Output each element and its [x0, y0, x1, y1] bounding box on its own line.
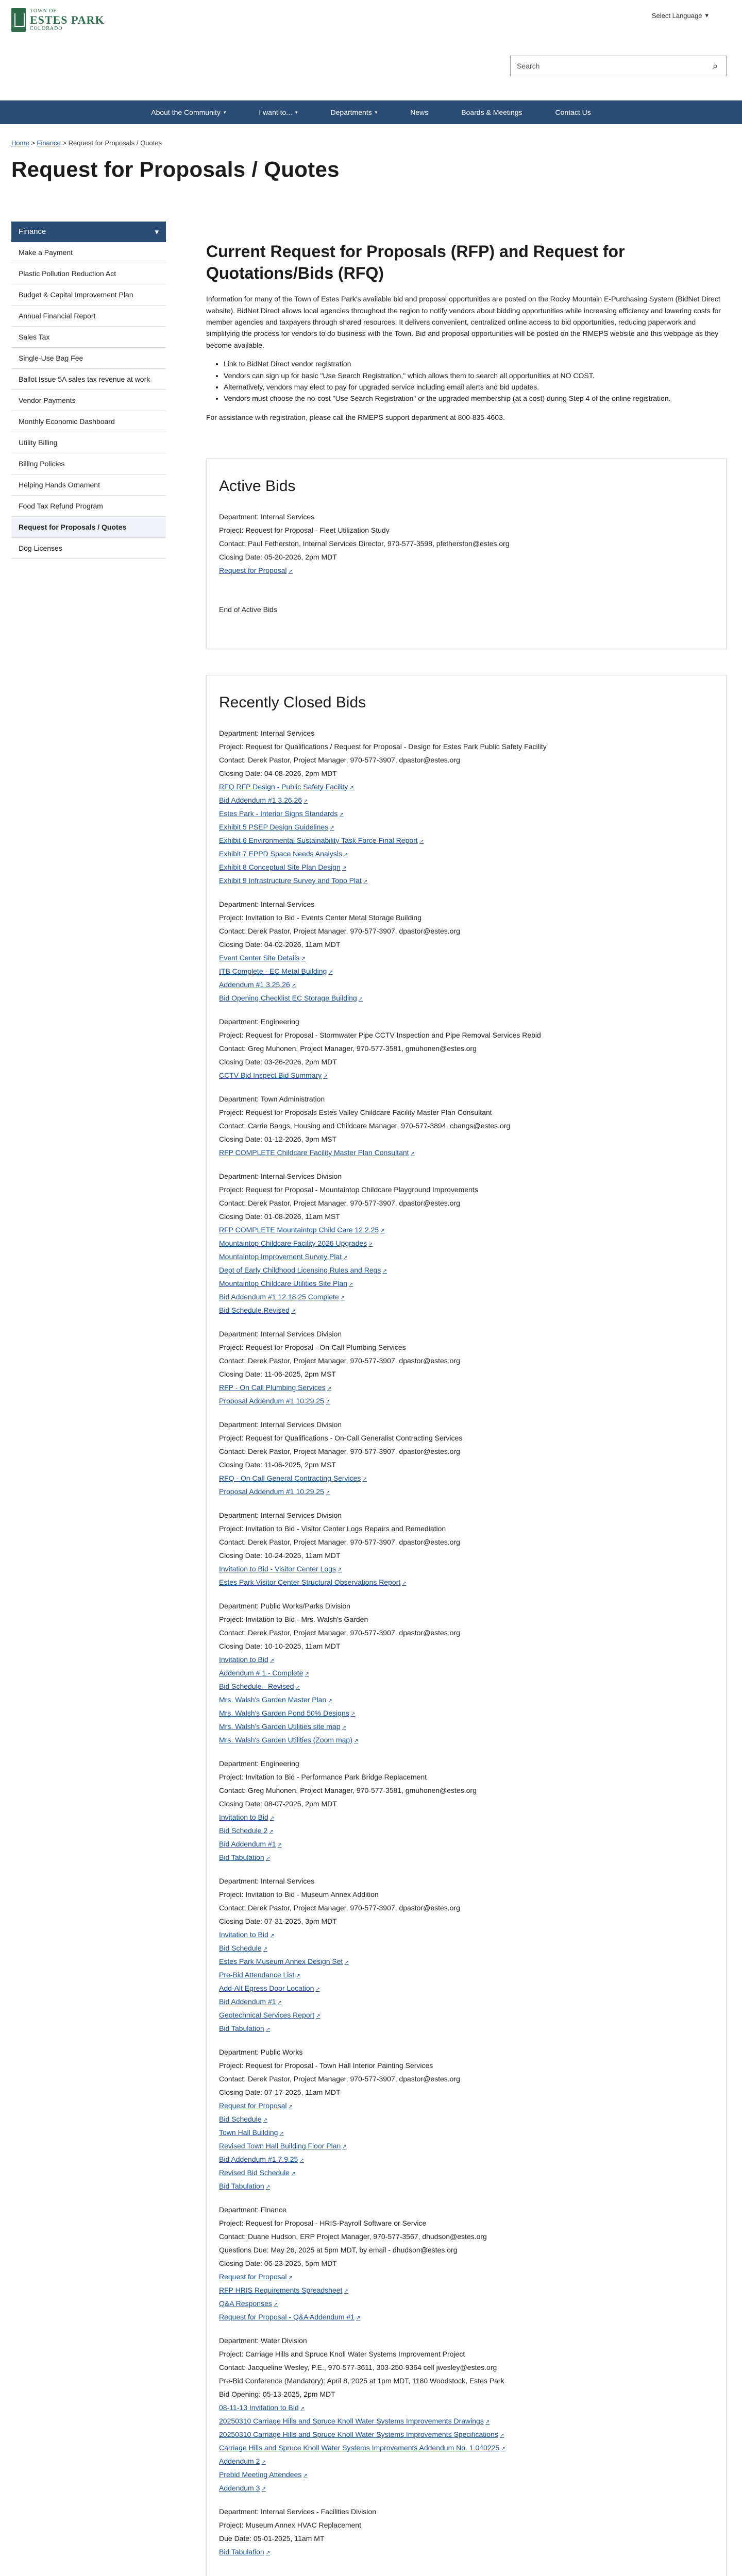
closed-bid-document-link[interactable]: RFP - On Call Plumbing Services ↗	[219, 1383, 332, 1392]
external-link-icon: ↗	[269, 1816, 275, 1821]
sidebar-item[interactable]: Billing Policies	[11, 453, 166, 474]
external-link-icon: ↗	[325, 1490, 330, 1496]
sidebar-item[interactable]: Single-Use Bag Fee	[11, 348, 166, 369]
external-link-icon: ↗	[339, 812, 344, 818]
breadcrumb-separator: >	[62, 139, 69, 147]
sidebar-item[interactable]: Request for Proposals / Quotes	[11, 517, 166, 538]
external-link-icon: ↗	[419, 839, 424, 844]
external-link-icon: ↗	[288, 2275, 293, 2281]
closed-bid-document-link[interactable]: Exhibit 5 PSEP Design Guidelines ↗	[219, 823, 334, 831]
closed-bid-document-link[interactable]: Bid Schedule - Revised ↗	[219, 1682, 300, 1690]
closed-bid-document-link[interactable]: Estes Park - Interior Signs Standards ↗	[219, 809, 344, 818]
closed-bid-document-link[interactable]: 08-11-13 Invitation to Bid ↗	[219, 2403, 305, 2412]
external-link-icon: ↗	[353, 1738, 359, 1744]
closed-bid-detail: Contact: Derek Pastor, Project Manager, 970-577-3907, dpastor@estes.org	[219, 1447, 460, 1455]
closed-bid-document-link[interactable]: Bid Tabulation ↗	[219, 2024, 271, 2032]
breadcrumb-finance[interactable]: Finance	[37, 139, 61, 147]
closed-bid-document-link[interactable]: Prebid Meeting Attendees ↗	[219, 2470, 308, 2479]
nav-item[interactable]	[242, 100, 314, 124]
active-bids-card	[206, 459, 727, 649]
closed-bid-document-link[interactable]: Mrs. Walsh's Garden Pond 50% Designs ↗	[219, 1709, 356, 1717]
external-link-icon: ↗	[261, 2486, 266, 2492]
closed-bid-document-link[interactable]: 20250310 Carriage Hills and Spruce Knoll Water Systems Improvements Specifications ↗	[219, 2430, 504, 2438]
closed-bid-detail: Project: Carriage Hills and Spruce Knoll Water Systems Improvement Project	[219, 2350, 465, 2358]
external-link-icon: ↗	[291, 983, 296, 989]
closed-bid-document-link[interactable]: Bid Opening Checklist EC Storage Building ↗	[219, 994, 363, 1002]
closed-bid-detail: Contact: Derek Pastor, Project Manager, 970-577-3907, dpastor@estes.org	[219, 1357, 460, 1365]
closed-bid-detail: Project: Request for Proposal - On-Call Plumbing Services	[219, 1343, 406, 1351]
top-header	[0, 0, 742, 82]
closed-bid-detail: Department: Engineering	[219, 1759, 299, 1768]
closed-bid-document-link[interactable]: ITB Complete - EC Metal Building ↗	[219, 967, 333, 975]
nav-item-label: About the Community	[151, 108, 221, 116]
registration-list	[224, 358, 727, 404]
closed-bid-document-link[interactable]: CCTV Bid Inspect Bid Summary ↗	[219, 1071, 328, 1079]
closed-bid-detail: Closing Date: 01-12-2026, 3pm MST	[219, 1135, 336, 1143]
closed-bid-detail: Closing Date: 03-26-2026, 2pm MDT	[219, 1058, 337, 1066]
external-link-icon: ↗	[296, 1973, 300, 1979]
external-link-icon: ↗	[265, 2550, 271, 2556]
closed-bid-detail: Project: Invitation to Bid - Visitor Center Logs Repairs and Remediation	[219, 1524, 446, 1533]
logo-emblem-icon	[11, 8, 26, 32]
external-link-icon: ↗	[499, 2433, 504, 2438]
external-link-icon: ↗	[316, 2013, 321, 2019]
external-link-icon: ↗	[337, 1567, 342, 1573]
external-link-icon: ↗	[295, 1685, 300, 1690]
closed-bid-document-link[interactable]: Mountaintop Childcare Facility 2026 Upgrades ↗	[219, 1239, 373, 1247]
external-link-icon: ↗	[265, 2027, 271, 2032]
closed-bid-document-link[interactable]: Request for Proposal ↗	[219, 2102, 293, 2110]
nav-item-label: Boards & Meetings	[461, 108, 522, 116]
closed-bid-detail: Due Date: 05-01-2025, 11am MT	[219, 2534, 325, 2543]
closed-bid-detail: Project: Request for Qualifications / Request for Proposal - Design for Estes Park Public Safety Facility	[219, 742, 547, 751]
nav-item[interactable]	[394, 100, 445, 124]
main-content	[206, 241, 727, 423]
closed-bid-document-link[interactable]: Add-Alt Egress Door Location ↗	[219, 1984, 320, 1992]
closed-bid-entry	[219, 2048, 714, 2190]
external-link-icon: ↗	[265, 1856, 271, 1861]
external-link-icon: ↗	[362, 1477, 367, 1482]
closed-bids-card	[206, 675, 727, 2576]
closed-bid-document-link[interactable]: Mrs. Walsh's Garden Utilities (Zoom map) ↗	[219, 1736, 359, 1744]
closed-bid-detail: Closing Date: 04-02-2026, 11am MDT	[219, 940, 341, 948]
external-link-icon: ↗	[350, 1711, 356, 1717]
nav-item[interactable]	[445, 100, 538, 124]
closed-bid-detail: Contact: Carrie Bangs, Housing and Childcare Manager, 970-577-3894, cbangs@estes.org	[219, 1122, 511, 1130]
closed-bid-detail: Contact: Greg Muhonen, Project Manager, 970-577-3581, gmuhonen@estes.org	[219, 1044, 477, 1053]
closed-bid-detail: Department: Internal Services	[219, 729, 315, 737]
closed-bid-detail: Contact: Duane Hudson, ERP Project Manager, 970-577-3567, dhudson@estes.org	[219, 2232, 487, 2241]
closed-bid-document-link[interactable]: Bid Schedule ↗	[219, 2115, 267, 2123]
closed-bid-entry	[219, 1602, 714, 1744]
main-nav	[0, 100, 742, 124]
closed-bid-document-link[interactable]: Dept of Early Childhood Licensing Rules and Regs ↗	[219, 1266, 387, 1274]
closed-bid-document-link[interactable]: Addendum #1 3.25.26 ↗	[219, 980, 296, 989]
closed-bid-detail: Department: Public Works/Parks Division	[219, 1602, 350, 1610]
closed-bid-document-link[interactable]: Revised Town Hall Building Floor Plan ↗	[219, 2142, 347, 2150]
closed-bid-document-link[interactable]: Bid Addendum #1 ↗	[219, 1840, 282, 1848]
external-link-icon: ↗	[349, 1282, 353, 1287]
closed-bid-document-link[interactable]: Request for Proposal ↗	[219, 2273, 293, 2281]
closed-bid-detail: Contact: Jacqueline Wesley, P.E., 970-577-3611, 303-250-9364 cell jwesley@estes.org	[219, 2363, 497, 2371]
closed-bid-document-link[interactable]: Invitation to Bid ↗	[219, 1930, 275, 1939]
closed-bid-entry	[219, 1877, 714, 2032]
external-link-icon: ↗	[315, 1987, 320, 1992]
sidebar-item[interactable]: Dog Licenses	[11, 538, 166, 559]
active-end-note: End of Active Bids	[219, 605, 277, 614]
external-link-icon: ↗	[327, 1386, 332, 1392]
closed-bid-document-link[interactable]: Mrs. Walsh's Garden Master Plan ↗	[219, 1696, 332, 1704]
closed-bid-document-link[interactable]: 20250310 Carriage Hills and Spruce Knoll Water Systems Improvements Drawings ↗	[219, 2417, 490, 2425]
chevron-down-icon: ▾	[375, 109, 378, 115]
closed-bids-heading: Recently Closed Bids	[219, 694, 366, 711]
closed-bid-detail: Closing Date: 10-24-2025, 11am MDT	[219, 1551, 341, 1560]
external-link-icon: ↗	[288, 569, 293, 574]
closed-bid-detail: Closing Date: 01-08-2026, 11am MST	[219, 1212, 340, 1221]
closed-bid-entry	[219, 900, 714, 1002]
sidebar	[11, 222, 166, 559]
external-link-icon: ↗	[305, 1671, 309, 1677]
external-link-icon: ↗	[301, 956, 306, 962]
external-link-icon: ↗	[269, 1933, 275, 1939]
external-link-icon: ↗	[358, 996, 363, 1002]
external-link-icon: ↗	[269, 1829, 274, 1835]
closed-bid-document-link[interactable]: Q&A Responses ↗	[219, 2299, 278, 2308]
closed-bid-document-link[interactable]: Carriage Hills and Spruce Knoll Water Systems Improvements Addendum No. 1 040225 ↗	[219, 2444, 505, 2452]
external-link-icon: ↗	[356, 2315, 361, 2321]
logo-line-1: TOWN OF	[30, 8, 57, 14]
closed-bid-entry	[219, 1511, 714, 1586]
closed-bid-document-link[interactable]: Exhibit 6 Environmental Sustainability Task Force Final Report ↗	[219, 836, 424, 844]
closed-bid-document-link[interactable]: Estes Park Museum Annex Design Set ↗	[219, 1957, 349, 1965]
closed-bid-document-link[interactable]: RFP COMPLETE Mountaintop Child Care 12.2.25 ↗	[219, 1226, 385, 1234]
search-input[interactable]: Search	[517, 62, 540, 70]
closed-bid-document-link[interactable]: Bid Addendum #1 7.9.25 ↗	[219, 2155, 304, 2163]
sidebar-item[interactable]: Sales Tax	[11, 327, 166, 348]
chevron-down-icon: ▾	[705, 11, 709, 19]
closed-bid-document-link[interactable]: Invitation to Bid ↗	[219, 1655, 275, 1664]
closed-bid-document-link[interactable]: Estes Park Visitor Center Structural Observations Report ↗	[219, 1578, 407, 1586]
closed-bid-document-link[interactable]: Invitation to Bid ↗	[219, 1813, 275, 1821]
external-link-icon: ↗	[368, 1242, 373, 1247]
external-link-icon: ↗	[328, 970, 333, 975]
sidebar-item[interactable]: Make a Payment	[11, 242, 166, 263]
external-link-icon: ↗	[303, 799, 308, 804]
closed-bid-detail: Closing Date: 08-07-2025, 2pm MDT	[219, 1800, 337, 1808]
closed-bid-detail: Closing Date: 10-10-2025, 11am MDT	[219, 1642, 341, 1650]
closed-bid-detail: Department: Internal Services	[219, 1877, 315, 1885]
closed-bid-detail: Closing Date: 11-06-2025, 2pm MST	[219, 1461, 336, 1469]
sidebar-header[interactable]	[11, 222, 166, 242]
closed-bid-document-link[interactable]: Invitation to Bid - Visitor Center Logs ↗	[219, 1565, 342, 1573]
closed-bid-detail: Project: Invitation to Bid - Performance Park Bridge Replacement	[219, 1773, 427, 1781]
closed-bid-entry	[219, 1018, 714, 1079]
closed-bid-entry	[219, 2336, 714, 2492]
closed-bid-detail: Contact: Derek Pastor, Project Manager, 970-577-3907, dpastor@estes.org	[219, 1629, 460, 1637]
external-link-icon: ↗	[485, 2419, 490, 2425]
closed-bid-document-link[interactable]: Bid Tabulation ↗	[219, 2182, 271, 2190]
active-project: Project: Request for Proposal - Fleet Utilization Study	[219, 526, 390, 534]
closed-bid-detail: Department: Internal Services - Facilities Division	[219, 2507, 376, 2516]
section-heading: Current Request for Proposals (RFP) and Request for Quotations/Bids (RFQ)	[206, 242, 625, 282]
external-link-icon: ↗	[291, 2171, 296, 2177]
closed-bid-detail: Contact: Derek Pastor, Project Manager, 970-577-3907, dpastor@estes.org	[219, 1904, 460, 1912]
sidebar-header-label: Finance	[19, 227, 46, 236]
language-label: Select Language	[651, 11, 702, 20]
closed-bid-document-link[interactable]: RFQ RFP Design - Public Safety Facility ↗	[219, 783, 354, 791]
chevron-down-icon: ▾	[155, 228, 159, 236]
active-department: Department: Internal Services	[219, 513, 315, 521]
sidebar-item[interactable]: Utility Billing	[11, 432, 166, 453]
external-link-icon: ↗	[343, 852, 348, 858]
closed-bid-document-link[interactable]: Mountaintop Improvement Survey Plat ↗	[219, 1252, 348, 1261]
closed-bid-detail: Closing Date: 11-06-2025, 2pm MST	[219, 1370, 336, 1378]
closed-bid-detail: Department: Water Division	[219, 2336, 307, 2345]
external-link-icon: ↗	[288, 2104, 293, 2110]
external-link-icon: ↗	[277, 2000, 282, 2006]
sidebar-item[interactable]: Plastic Pollution Reduction Act	[11, 263, 166, 284]
external-link-icon: ↗	[328, 1698, 332, 1704]
closed-bid-document-link[interactable]: RFQ - On Call General Contracting Services ↗	[219, 1474, 367, 1482]
closed-bid-document-link[interactable]: Exhibit 7 EPPD Space Needs Analysis ↗	[219, 850, 348, 858]
closed-bid-detail: Project: Museum Annex HVAC Replacement	[219, 2521, 361, 2529]
nav-item[interactable]	[314, 100, 394, 124]
closed-bid-detail: Department: Internal Services Division	[219, 1420, 342, 1429]
active-closing: Closing Date: 05-20-2026, 2pm MDT	[219, 553, 337, 561]
closed-bid-detail: Department: Internal Services Division	[219, 1172, 342, 1180]
external-link-icon: ↗	[300, 2406, 305, 2412]
closed-bid-detail: Department: Finance	[219, 2206, 286, 2214]
nav-item[interactable]	[134, 100, 242, 124]
closed-bid-detail: Closing Date: 07-17-2025, 11am MDT	[219, 2088, 341, 2096]
closed-bid-detail: Pre-Bid Conference (Mandatory): April 8, 2025 at 1pm MDT, 1180 Woodstock, Estes Park	[219, 2377, 504, 2385]
external-link-icon: ↗	[265, 2184, 271, 2190]
external-link-icon: ↗	[325, 1399, 330, 1405]
external-link-icon: ↗	[402, 1581, 407, 1586]
site-logo[interactable]	[11, 8, 105, 32]
external-link-icon: ↗	[263, 2117, 267, 2123]
closed-bid-detail: Bid Opening: 05-13-2025, 2pm MDT	[219, 2390, 335, 2398]
closed-bid-detail: Contact: Derek Pastor, Project Manager, 970-577-3907, dpastor@estes.org	[219, 1199, 460, 1207]
registration-bullet: • Vendors must choose the no-cost "Use Search Registration" or the upgraded membership (at a cost) during Step 4 of the online registration.	[224, 393, 727, 404]
closed-bid-detail: Project: Invitation to Bid - Events Center Metal Storage Building	[219, 913, 421, 922]
closed-bid-detail: Department: Internal Services Division	[219, 1511, 342, 1519]
active-contact: Contact: Paul Fetherston, Internal Services Director, 970-577-3598, pfetherston@estes.org	[219, 539, 510, 548]
closed-bid-detail: Department: Engineering	[219, 1018, 299, 1026]
closed-bid-document-link[interactable]: Bid Tabulation ↗	[219, 2548, 271, 2556]
closed-bid-detail: Project: Request for Proposal - Stormwater Pipe CCTV Inspection and Pipe Removal Services Rebid	[219, 1031, 541, 1039]
closed-bid-detail: Project: Request for Proposals Estes Valley Childcare Facility Master Plan Consultant	[219, 1108, 492, 1116]
closed-bid-detail: Department: Internal Services Division	[219, 1330, 342, 1338]
closed-bid-entry	[219, 1759, 714, 1861]
external-link-icon: ↗	[382, 1268, 387, 1274]
active-bids-heading: Active Bids	[219, 478, 296, 495]
intro-paragraph: Information for many of the Town of Estes Park's available bid and proposal opportunities are posted on the Rocky Mountain E-Purchasing System (BidNet Direct website). BidNet Direct allows local agencies throughout the region to notify vendors about bidding opportunities while increasing efficiency and lowering costs for member agencies and taxpayers through shared resources. It delivers convenient, centralized online access to bid opportunities, reducing paperwork and simplifying the process for vendors to do business with the Town. Bid and proposal opportunities will be posted on the RMEPS website and this webpage as they become available.	[206, 295, 721, 349]
closed-bid-detail: Project: Request for Proposal - HRIS-Payroll Software or Service	[219, 2219, 427, 2227]
closed-bid-document-link[interactable]: Bid Addendum #1 ↗	[219, 1997, 282, 2006]
external-link-icon: ↗	[343, 1255, 348, 1261]
registration-bullet: • Alternatively, vendors may elect to pay for upgraded service including email alerts and bid updates.	[224, 381, 727, 393]
closed-bid-document-link[interactable]: Mountaintop Childcare Utilities Site Plan ↗	[219, 1279, 353, 1287]
closed-bid-document-link[interactable]: RFP HRIS Requirements Spreadsheet ↗	[219, 2286, 348, 2294]
external-link-icon: ↗	[349, 785, 354, 791]
logo-line-2: ESTES PARK	[30, 13, 105, 27]
closed-bid-document-link[interactable]: Town Hall Building ↗	[219, 2128, 284, 2137]
external-link-icon: ↗	[501, 2446, 505, 2452]
breadcrumb-home[interactable]: Home	[11, 139, 29, 147]
external-link-icon: ↗	[273, 2302, 278, 2308]
logo-line-3: COLORADO	[30, 25, 63, 31]
search-icon[interactable]: ⌕	[712, 60, 718, 71]
closed-bid-document-link[interactable]: Addendum 3 ↗	[219, 2484, 266, 2492]
closed-bid-document-link[interactable]: Proposal Addendum #1 10.29.25 ↗	[219, 1487, 330, 1496]
closed-bid-detail: Contact: Derek Pastor, Project Manager, 970-577-3907, dpastor@estes.org	[219, 756, 460, 764]
closed-bid-detail: Project: Invitation to Bid - Mrs. Walsh's Garden	[219, 1615, 368, 1623]
language-selector[interactable]	[652, 11, 709, 20]
closed-bid-detail: Questions Due: May 26, 2025 at 5pm MDT, by email - dhudson@estes.org	[219, 2246, 458, 2254]
closed-bid-detail: Contact: Derek Pastor, Project Manager, 970-577-3907, dpastor@estes.org	[219, 927, 460, 935]
external-link-icon: ↗	[363, 879, 368, 885]
closed-bid-entry	[219, 729, 714, 885]
closed-bid-detail: Closing Date: 06-23-2025, 5pm MDT	[219, 2259, 337, 2267]
closed-bid-document-link[interactable]: Request for Proposal - Q&A Addendum #1 ↗	[219, 2313, 361, 2321]
closed-bid-document-link[interactable]: Bid Schedule ↗	[219, 1944, 267, 1952]
closed-bid-detail: Contact: Derek Pastor, Project Manager, 970-577-3907, dpastor@estes.org	[219, 2075, 460, 2083]
registration-bullet: • Link to BidNet Direct vendor registration	[224, 358, 727, 369]
closed-bid-detail: Project: Request for Proposal - Mountaintop Childcare Playground Improvements	[219, 1185, 478, 1194]
closed-bid-detail: Project: Request for Proposal - Town Hall Interior Painting Services	[219, 2061, 433, 2070]
chevron-down-icon: ▾	[223, 109, 226, 115]
closed-bid-detail: Closing Date: 07-31-2025, 3pm MDT	[219, 1917, 337, 1925]
external-link-icon: ↗	[344, 2289, 348, 2294]
closed-bid-detail: Department: Internal Services	[219, 900, 315, 908]
page-title: Request for Proposals / Quotes	[11, 157, 340, 181]
closed-bid-document-link[interactable]: Bid Schedule Revised ↗	[219, 1306, 296, 1314]
closed-bid-document-link[interactable]: Revised Bid Schedule ↗	[219, 2168, 296, 2177]
closed-bid-document-link[interactable]: Bid Schedule 2 ↗	[219, 1826, 274, 1835]
sidebar-item[interactable]: Monthly Economic Dashboard	[11, 411, 166, 432]
closed-bid-document-link[interactable]: Bid Addendum #1 3.26.26 ↗	[219, 796, 308, 804]
closed-bid-entry	[219, 1095, 714, 1157]
closed-bid-document-link[interactable]: RFP COMPLETE Childcare Facility Master Plan Consultant ↗	[219, 1148, 415, 1157]
nav-item-label: News	[410, 108, 429, 116]
closed-bid-document-link[interactable]: Bid Addendum #1 12.18.25 Complete ↗	[219, 1293, 345, 1301]
closed-bid-entry	[219, 1172, 714, 1314]
sidebar-item[interactable]: Budget & Capital Improvement Plan	[11, 284, 166, 306]
external-link-icon: ↗	[340, 1295, 345, 1301]
closed-bid-document-link[interactable]: Exhibit 8 Conceptual Site Plan Design ↗	[219, 863, 347, 871]
external-link-icon: ↗	[291, 1309, 296, 1314]
closed-bid-document-link[interactable]: Event Center Site Details ↗	[219, 954, 306, 962]
sidebar-item[interactable]: Ballot Issue 5A sales tax revenue at work	[11, 369, 166, 390]
external-link-icon: ↗	[344, 1960, 349, 1965]
assist-paragraph: For assistance with registration, please call the RMEPS support department at 800-835-4603.	[206, 413, 505, 421]
closed-bid-document-link[interactable]: Addendum # 1 - Complete ↗	[219, 1669, 309, 1677]
sidebar-item[interactable]: Annual Financial Report	[11, 306, 166, 327]
closed-bid-document-link[interactable]: Proposal Addendum #1 10.29.25 ↗	[219, 1397, 330, 1405]
external-link-icon: ↗	[269, 1658, 275, 1664]
closed-bid-entry	[219, 1330, 714, 1405]
external-link-icon: ↗	[342, 1725, 346, 1731]
closed-bid-detail: Department: Public Works	[219, 2048, 303, 2056]
closed-bid-detail: Contact: Greg Muhonen, Project Manager, 970-577-3581, gmuhonen@estes.org	[219, 1786, 477, 1794]
chevron-down-icon: ▾	[295, 109, 298, 115]
closed-bid-document-link[interactable]: Pre-Bid Attendance List ↗	[219, 1971, 300, 1979]
breadcrumb-separator: >	[31, 139, 37, 147]
nav-item[interactable]	[539, 100, 608, 124]
external-link-icon: ↗	[263, 1946, 267, 1952]
closed-bid-entry	[219, 2206, 714, 2321]
closed-bid-entry	[219, 1420, 714, 1496]
sidebar-item[interactable]: Food Tax Refund Program	[11, 496, 166, 517]
closed-bid-document-link[interactable]: Bid Tabulation ↗	[219, 1853, 271, 1861]
sidebar-item[interactable]: Helping Hands Ornament	[11, 474, 166, 496]
sidebar-item[interactable]: Vendor Payments	[11, 390, 166, 411]
external-link-icon: ↗	[342, 866, 347, 871]
external-link-icon: ↗	[299, 2158, 304, 2163]
external-link-icon: ↗	[342, 2144, 347, 2150]
nav-item-label: Contact Us	[555, 108, 591, 116]
closed-bid-detail: Contact: Derek Pastor, Project Manager, 970-577-3907, dpastor@estes.org	[219, 1538, 460, 1546]
external-link-icon: ↗	[330, 825, 334, 831]
closed-bid-document-link[interactable]: Mrs. Walsh's Garden Utilities site map ↗	[219, 1722, 346, 1731]
closed-bid-detail: Project: Invitation to Bid - Museum Annex Addition	[219, 1890, 379, 1899]
closed-bid-document-link[interactable]: Exhibit 9 Infrastructure Survey and Topo Plat ↗	[219, 876, 368, 885]
closed-bid-detail: Department: Town Administration	[219, 1095, 325, 1103]
breadcrumb	[11, 139, 162, 147]
nav-item-label: I want to...	[259, 108, 292, 116]
breadcrumb-current: Request for Proposals / Quotes	[68, 139, 162, 147]
nav-item-label: Departments	[330, 108, 372, 116]
external-link-icon: ↗	[380, 1228, 385, 1234]
external-link-icon: ↗	[303, 2473, 308, 2479]
search-box[interactable]	[510, 56, 727, 76]
external-link-icon: ↗	[277, 1842, 282, 1848]
external-link-icon: ↗	[261, 2460, 266, 2465]
closed-bid-document-link[interactable]: Addendum 2 ↗	[219, 2457, 266, 2465]
closed-bid-entry	[219, 2507, 714, 2556]
closed-bid-detail: Closing Date: 04-08-2026, 2pm MDT	[219, 769, 337, 777]
external-link-icon: ↗	[323, 1074, 328, 1079]
closed-bid-detail: Project: Request for Qualifications - On-Call Generalist Contracting Services	[219, 1434, 463, 1442]
external-link-icon: ↗	[279, 2131, 284, 2137]
external-link-icon: ↗	[410, 1151, 415, 1157]
active-rfp-link[interactable]: Request for Proposal ↗	[219, 566, 293, 574]
closed-bid-document-link[interactable]: Geotechnical Services Report ↗	[219, 2011, 321, 2019]
registration-bullet: • Vendors can sign up for basic "Use Search Registration," which allows them to search all opportunities at NO COST.	[224, 370, 727, 381]
